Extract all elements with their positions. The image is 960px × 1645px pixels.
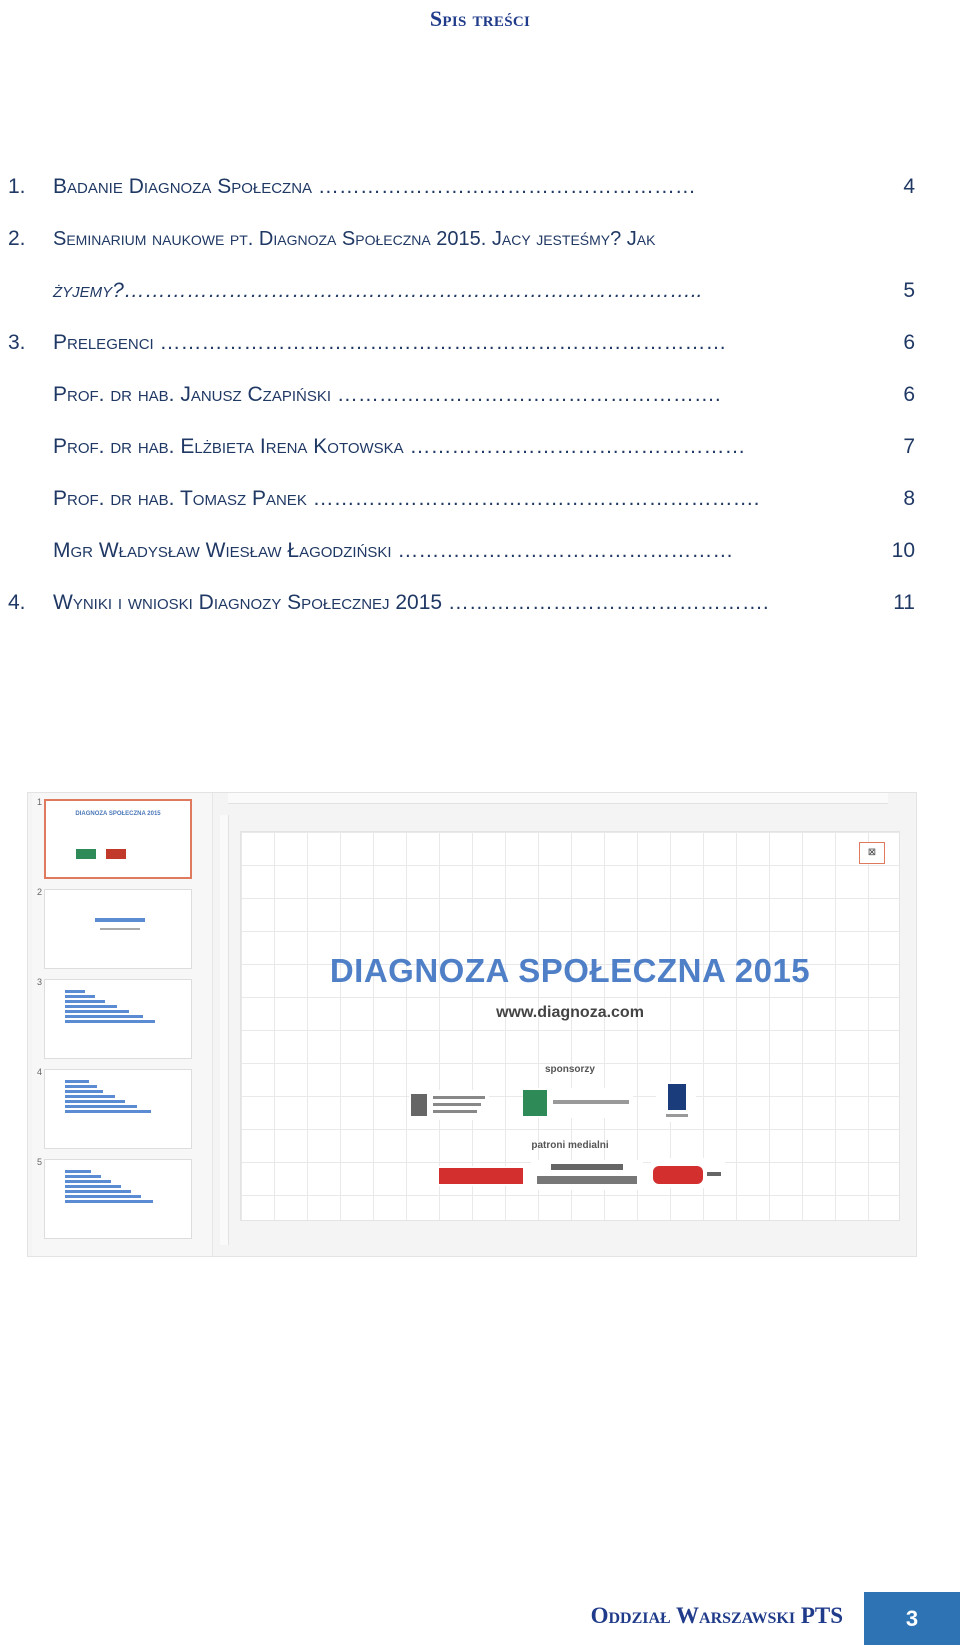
toc-page: 6 (903, 383, 915, 406)
page-number-badge: 3 (864, 1592, 960, 1645)
thumbnail-text (100, 928, 140, 930)
slide-thumbnail[interactable] (44, 799, 192, 879)
toc-number: 4. (8, 591, 26, 614)
pko-mark-icon (656, 1082, 696, 1122)
footer-organization: Oddział Warszawski PTS (590, 1603, 843, 1628)
presentation-screenshot (27, 792, 917, 1257)
toc-page: 7 (903, 435, 915, 458)
slide-url: www.diagnoza.com (496, 1004, 644, 1021)
thumbnail-number: 4 (37, 1067, 43, 1077)
toc-page: 11 (893, 591, 915, 614)
toc-page: 5 (903, 279, 915, 302)
thumbnail-number: 2 (37, 887, 43, 897)
polityka-logo (409, 1166, 524, 1186)
thumbnail-number: 1 (37, 797, 43, 807)
toc-page: 6 (903, 331, 915, 354)
toc-entry[interactable] (0, 169, 960, 205)
toc-title: Prof. dr hab. Elżbieta Irena Kotowska ………………………………………… (53, 435, 746, 458)
horizontal-ruler (228, 793, 888, 804)
slide-thumbnail[interactable] (44, 1069, 192, 1149)
slide-canvas[interactable] (240, 831, 900, 1221)
dziennik-mark-icon (531, 1160, 643, 1190)
toc-page: 10 (891, 539, 915, 562)
toc-entry[interactable] (0, 377, 960, 413)
thumbnail-number: 5 (37, 1157, 43, 1167)
toc-page: 4 (903, 175, 915, 198)
toc-entry[interactable] (0, 273, 960, 309)
nbp-mark-icon (523, 1088, 633, 1118)
logo-mark (76, 849, 96, 859)
toc-title: Prof. dr hab. Tomasz Panek ………………………………………………………. (53, 487, 760, 510)
media-patrons-label: patroni medialni (531, 1140, 609, 1151)
logo-mark (106, 849, 126, 859)
slide-thumbnail-panel (32, 793, 213, 1256)
thumbnail-number: 3 (37, 977, 43, 987)
toc-number: 3. (8, 331, 26, 354)
toc-number: 2. (8, 227, 26, 250)
toc-title: Wyniki i wnioski Diagnozy Społecznej 2015 ………………………………………. (53, 591, 769, 614)
toc-entry[interactable] (0, 533, 960, 569)
slide-thumbnail[interactable] (44, 979, 192, 1059)
toc-entry[interactable] (0, 585, 960, 621)
thumbnail-heading (95, 918, 145, 922)
thumbnail-title: DIAGNOZA SPOŁECZNA 2015 (75, 811, 161, 817)
toc-entry[interactable] (0, 221, 960, 257)
slide-thumbnail[interactable] (44, 1159, 192, 1239)
thumbnail-chart (65, 1080, 155, 1115)
tokfm-logo (651, 1158, 725, 1188)
toc-title: Seminarium naukowe pt. Diagnoza Społeczna 2015. Jacy jesteśmy? Jak (53, 228, 656, 250)
toc-entry[interactable] (0, 429, 960, 465)
toc-title: Prelegenci ……………………………………………………………………… (53, 331, 727, 354)
slide-thumbnail[interactable] (44, 889, 192, 969)
toc-entry[interactable] (0, 481, 960, 517)
tokfm-mark-icon (651, 1158, 725, 1188)
pko-logo (656, 1082, 696, 1122)
page-title: Spis treści (429, 6, 531, 31)
thumbnail-chart (65, 990, 155, 1025)
fit-slide-icon[interactable]: ⊠ (859, 842, 885, 864)
toc-number: 1. (8, 175, 26, 198)
toc-page: 8 (903, 487, 915, 510)
vertical-ruler (220, 815, 229, 1245)
eagle-emblem-icon (409, 1090, 489, 1120)
toc-title: Prof. dr hab. Janusz Czapiński ………………………………………………. (53, 383, 721, 406)
dziennik-logo (531, 1160, 643, 1190)
toc-entry[interactable] (0, 325, 960, 361)
sponsors-label: sponsorzy (544, 1064, 595, 1075)
toc-title: żyjemy?……………………………………………………………………….. (53, 279, 703, 302)
thumbnail-chart (65, 1170, 155, 1205)
nbp-logo (523, 1088, 633, 1118)
toc-title: Badanie Diagnoza Społeczna ……………………………………………… (53, 175, 696, 198)
polityka-mark-icon (409, 1166, 524, 1186)
slide-title: DIAGNOZA SPOŁECZNA 2015 (329, 952, 811, 989)
toc-title: Mgr Władysław Wiesław Łagodziński ………………………………………… (53, 539, 734, 562)
ministry-logo (409, 1090, 489, 1120)
